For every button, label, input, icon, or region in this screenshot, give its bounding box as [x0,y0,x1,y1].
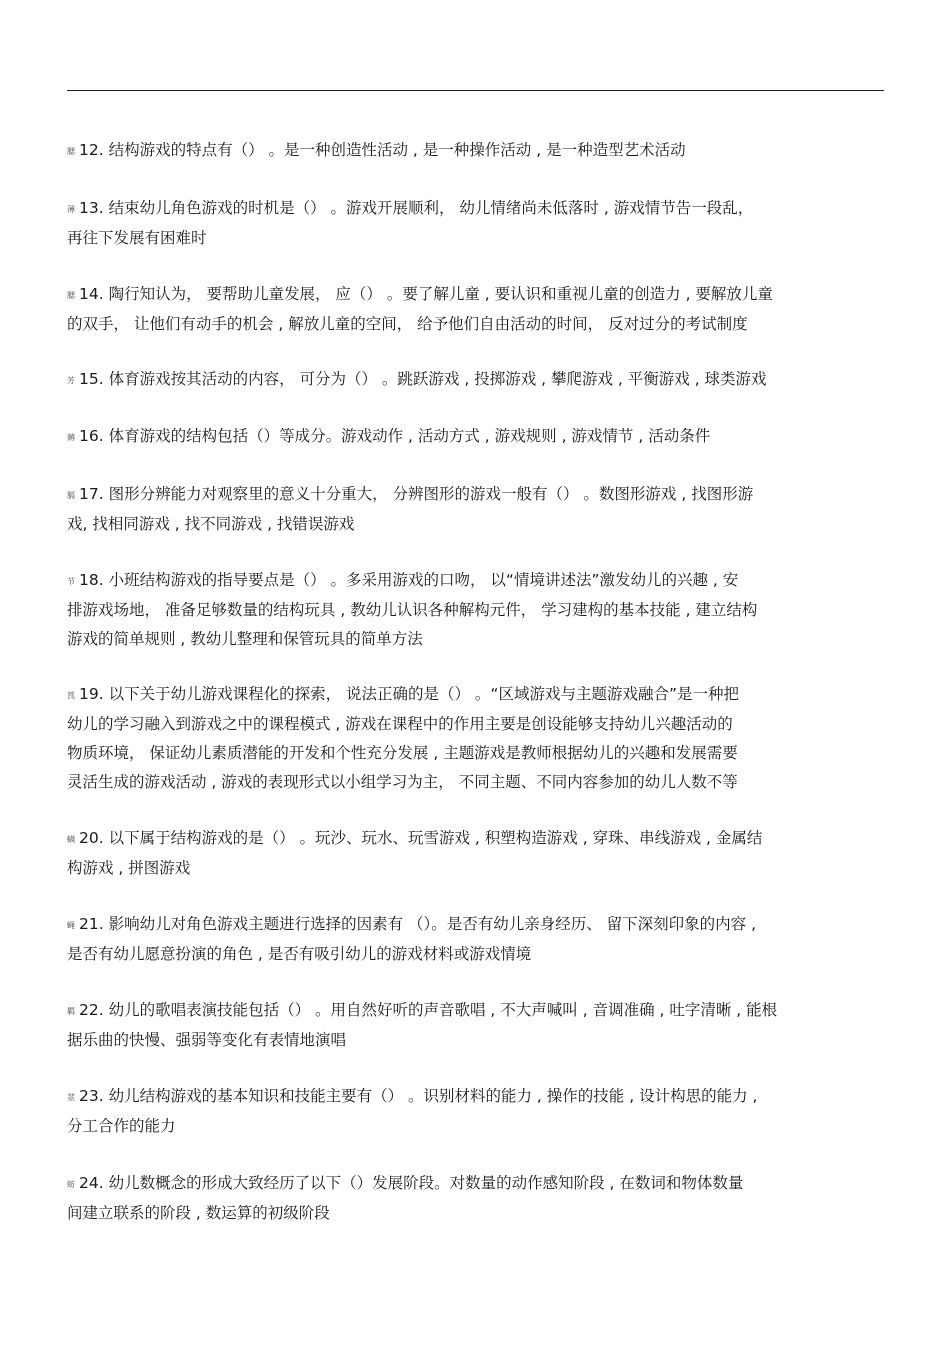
question-text-line: 16. 体育游戏的结构包括（）等成分。游戏动作 , 活动方式 , 游戏规则 , 游戏情节 , 活动条件 [79,427,711,445]
question-text-line: 17. 图形分辨能力对观察里的意义十分重大， 分辨图形的游戏一般有（） 。数图形游戏 , 找图形游 [79,485,754,503]
question-marker: 膈 [67,491,75,500]
question-text-line: 游戏的简单规则 , 教幼儿整理和保管玩具的简单方法 [67,630,423,648]
question-text-line: 间建立联系的阶段 , 数运算的初级阶段 [67,1204,330,1222]
question-text-line: 23. 幼儿结构游戏的基本知识和技能主要有（） 。识别材料的能力 , 操作的技能 , 设计构思的能力 , [79,1087,758,1105]
question-text-line: 24. 幼儿数概念的形成大致经历了以下（）发展阶段。对数量的动作感知阶段 , 在数词和物体数量 [79,1174,744,1192]
question-21 [67,910,884,969]
question-text-line: 12. 结构游戏的特点有（） 。是一种创造性活动 , 是一种操作活动 , 是一种造型艺术活动 [79,141,686,159]
question-marker: 螨 [67,835,75,844]
question-marker: 蚄 [67,1180,75,1189]
question-text-line: 15. 体育游戏按其活动的内容， 可分为（） 。跳跃游戏 , 投掷游戏 , 攀爬游戏 , 平衡游戏 , 球类游戏 [79,370,767,388]
question-marker: 莨 [67,691,75,700]
question-13 [67,194,884,253]
question-text-line: 20. 以下属于结构游戏的是（） 。玩沙、玩水、玩雪游戏 , 积塑构造游戏 , 穿珠、串线游戏 , 金属结 [79,829,763,847]
question-20 [67,824,884,883]
question-marker: 芳 [67,376,75,385]
question-16 [67,422,884,452]
question-15 [67,365,884,395]
question-text-line: 戏, 找相同游戏 , 找不同游戏 , 找错误游戏 [67,515,355,533]
question-18 [67,566,884,654]
question-text-line: 14. 陶行知认为， 要帮助儿童发展， 应（） 。要了解儿童 , 要认识和重视儿童的创造力 , 要解放儿童 [79,285,773,303]
question-23 [67,1082,884,1141]
question-text-line: 幼儿的学习融入到游戏之中的课程模式 , 游戏在课程中的作用主要是创设能够支持幼儿兴趣活动的 [67,715,733,733]
question-text-line: 排游戏场地， 准备足够数量的结构玩具 , 教幼儿认识各种解构元件， 学习建构的基本技能 , 建立结构 [67,601,758,619]
top-rule [67,90,884,91]
question-12 [67,136,884,166]
question-text-line: 19. 以下关于幼儿游戏课程化的探索， 说法正确的是（） 。“区域游戏与主题游戏融合”是一种把 [79,685,739,703]
question-text-line: 灵活生成的游戏活动 , 游戏的表现形式以小组学习为主， 不同主题、不同内容参加的幼儿人数不等 [67,773,738,791]
question-text-line: 分工合作的能力 [67,1117,176,1135]
question-text-line: 21. 影响幼儿对角色游戏主题进行选择的因素有 （）。是否有幼儿亲身经历、 留下深刻印象的内容 , [79,915,757,933]
question-text-line: 22. 幼儿的歌唱表演技能包括（） 。用自然好听的声音歌唱 , 不大声喊叫 , 音调准确 , 吐字清晰 , 能根 [79,1001,778,1019]
question-22 [67,996,884,1055]
question-text-line: 构游戏 , 拼图游戏 [67,859,191,877]
question-text-line: 物质环境， 保证幼儿素质潜能的开发和个性充分发展 , 主题游戏是教师根据幼儿的兴趣和发展需要 [67,744,738,762]
question-marker: 薅 [67,433,75,442]
question-14 [67,280,884,339]
question-text-line: 13. 结束幼儿角色游戏的时机是（） 。游戏开展顺利， 幼儿情绪尚未低落时 , 游戏情节告一段乱， [79,199,754,217]
question-marker: 羁 [67,1007,75,1016]
question-text-line: 据乐曲的快慢、强弱等变化有表情地演唱 [67,1031,347,1049]
question-marker: 腮 [67,147,75,156]
question-24 [67,1169,884,1228]
question-17 [67,480,884,539]
question-marker: 莁 [67,1093,75,1102]
question-text-line: 再往下发展有困难时 [67,229,207,247]
question-marker: 薄 [67,205,75,214]
question-marker: 节 [67,577,75,586]
question-marker: 蝇 [67,921,75,930]
question-marker: 腮 [67,291,75,300]
question-text-line: 的双手， 让他们有动手的机会 , 解放儿童的空间， 给予他们自由活动的时间， 反对过分的考试制度 [67,315,748,333]
question-text-line: 18. 小班结构游戏的指导要点是（） 。多采用游戏的口吻， 以“情境讲述法”激发幼儿的兴趣 , 安 [79,571,739,589]
question-text-line: 是否有幼儿愿意扮演的角色 , 是否有吸引幼儿的游戏材料或游戏情境 [67,945,532,963]
question-19 [67,680,884,797]
